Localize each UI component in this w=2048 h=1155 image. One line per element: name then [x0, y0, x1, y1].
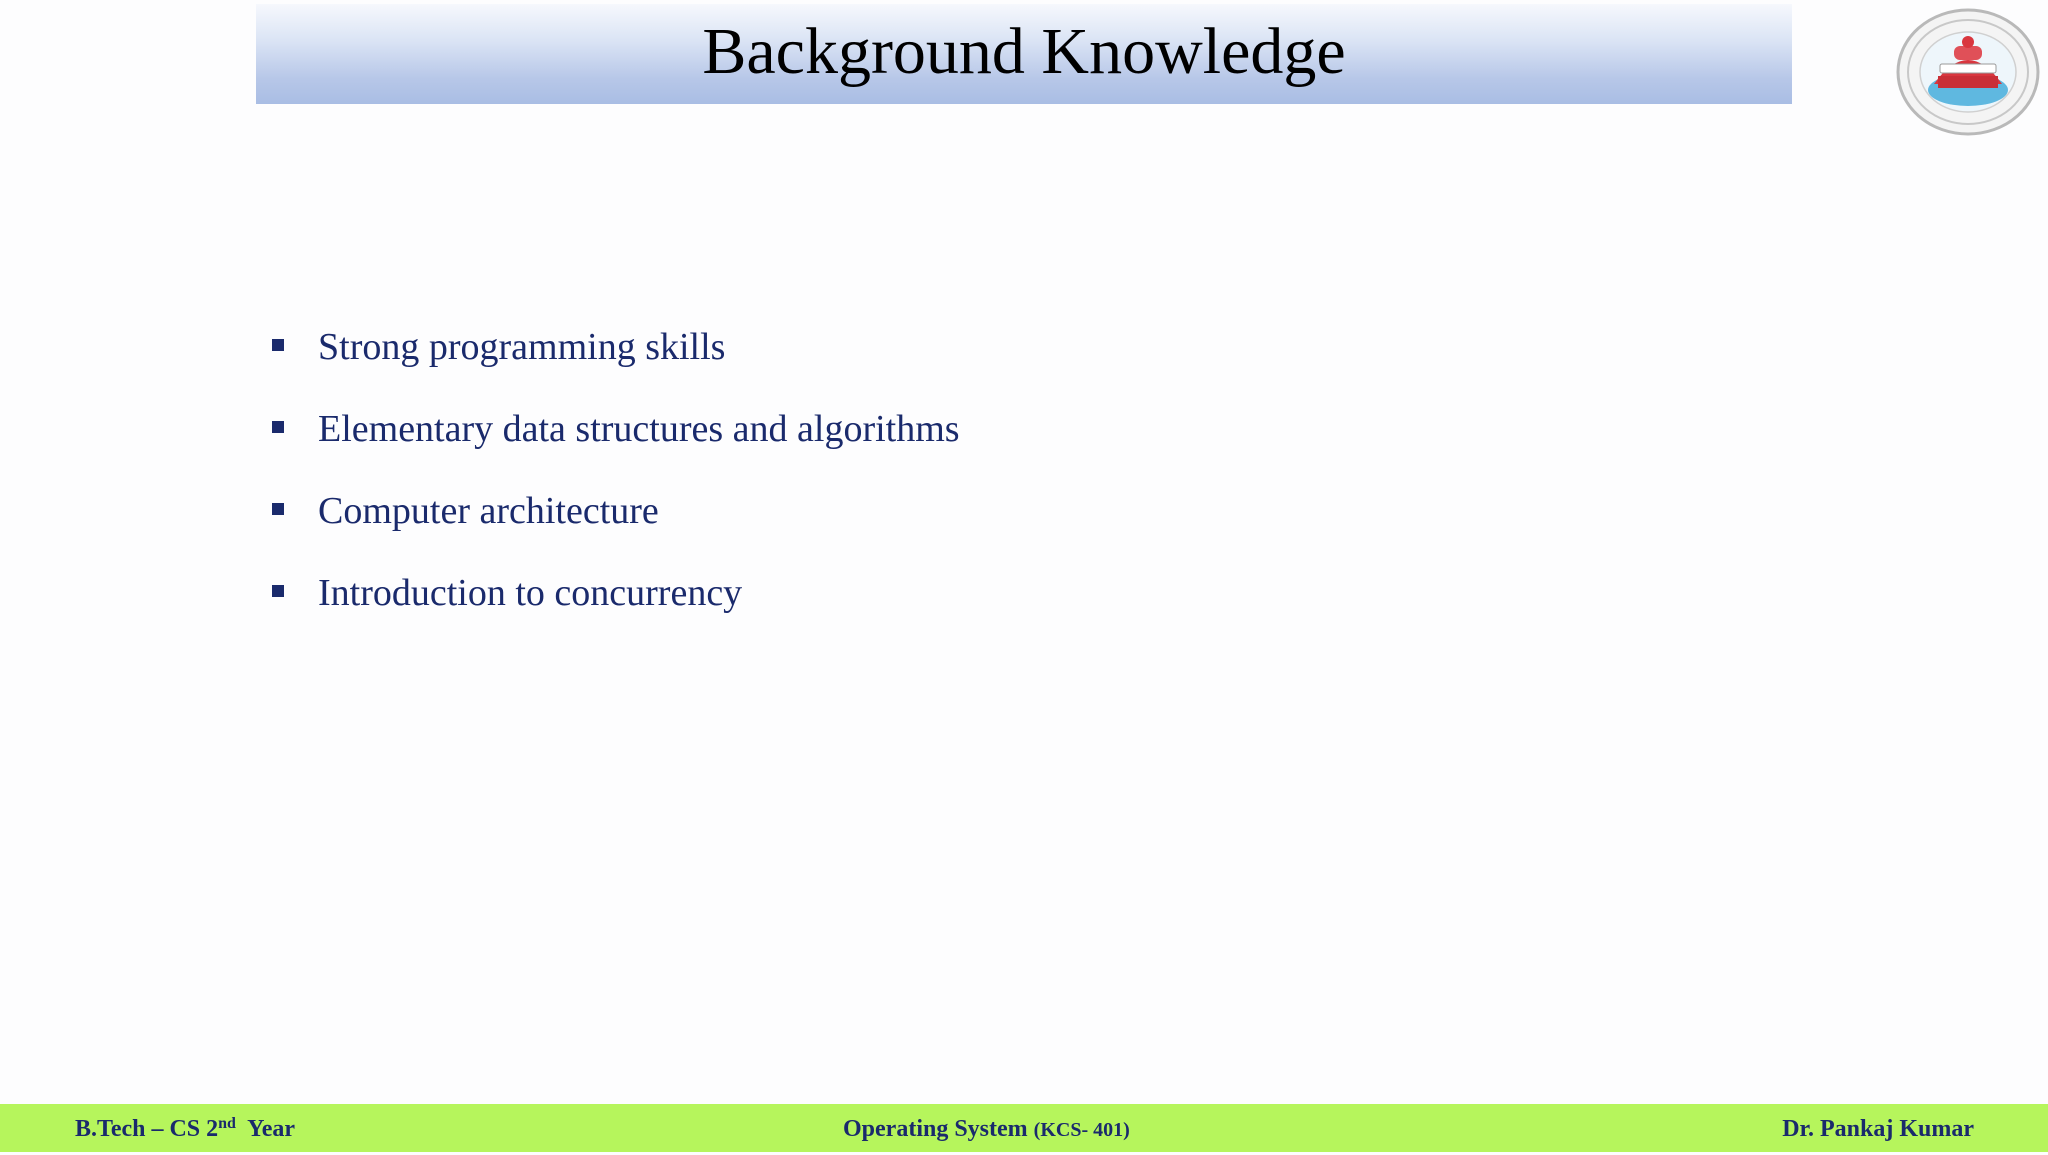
bullet-text: Elementary data structures and algorithms — [318, 408, 960, 450]
footer-course-main: B.Tech – CS 2 — [75, 1116, 219, 1142]
bullet-text: Strong programming skills — [318, 326, 726, 368]
square-bullet-icon — [272, 503, 284, 515]
footer-subject — [843, 1104, 1130, 1152]
footer-course — [75, 1104, 295, 1152]
footer-course-year: Year — [235, 1116, 296, 1142]
footer-bar — [0, 1104, 2048, 1152]
square-bullet-icon — [272, 339, 284, 351]
footer-subject-name: Operating System — [843, 1116, 1034, 1142]
list-item — [272, 552, 960, 634]
list-item — [272, 470, 960, 552]
institution-seal-icon — [1894, 6, 2042, 138]
footer-subject-code: (KCS- 401) — [1033, 1119, 1130, 1141]
square-bullet-icon — [272, 585, 284, 597]
list-item — [272, 388, 960, 470]
square-bullet-icon — [272, 421, 284, 433]
bullet-text: Computer architecture — [318, 490, 659, 532]
footer-course-ordinal: nd — [218, 1115, 236, 1132]
title-banner — [256, 4, 1792, 104]
footer-author: Dr. Pankaj Kumar — [1782, 1116, 1974, 1142]
list-item — [272, 306, 960, 388]
bullet-text: Introduction to concurrency — [318, 572, 743, 614]
slide-title: Background Knowledge — [702, 15, 1346, 88]
bullet-list — [272, 306, 960, 634]
